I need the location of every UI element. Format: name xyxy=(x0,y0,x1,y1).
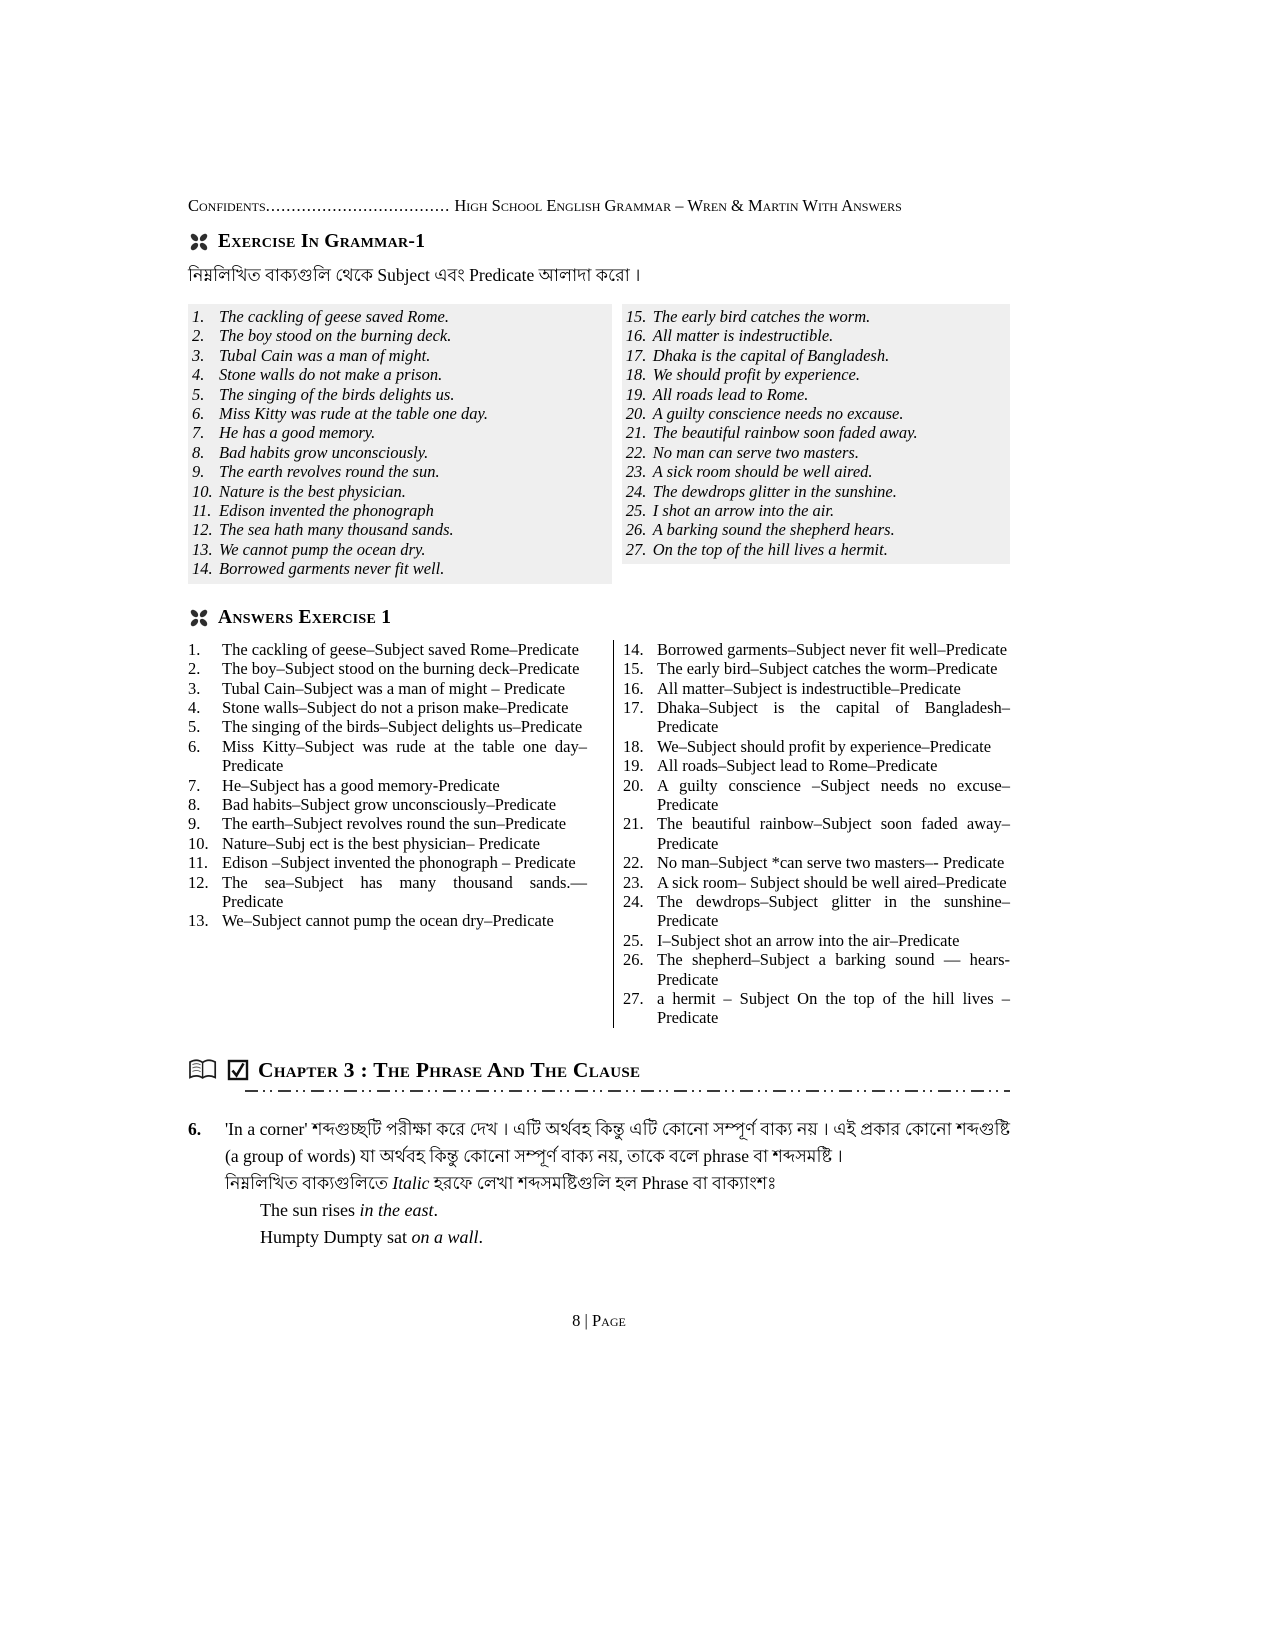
answer-text: Miss Kitty–Subject was rude at the table one day–Predicate xyxy=(222,736,587,776)
sentence-number: 5. xyxy=(192,384,205,404)
answer-number: 6. xyxy=(188,736,201,756)
sentence-text: We cannot pump the ocean dry. xyxy=(219,539,426,559)
answer-row xyxy=(623,931,1010,950)
line2-italic-word: Italic xyxy=(392,1172,430,1193)
sentence-number: 23. xyxy=(625,462,647,482)
answer-number: 20. xyxy=(623,775,644,795)
exercise-sentence-row xyxy=(626,385,1008,404)
answer-row xyxy=(188,717,587,736)
answer-row xyxy=(623,950,1010,989)
example-1-phrase: in the east xyxy=(359,1199,434,1220)
exercise-instruction: নিম্নলিখিত বাক্যগুলি থেকে Subject এবং Predicate আলাদা করো । xyxy=(188,265,641,285)
answer-text: We–Subject cannot pump the ocean dry–Predicate xyxy=(222,911,554,931)
sentence-number: 9. xyxy=(192,462,205,482)
answer-row xyxy=(188,679,587,698)
answer-text: The shepherd–Subject a barking sound — hears-Predicate xyxy=(657,950,1010,989)
answer-text: The dewdrops–Subject glitter in the sunshine–Predicate xyxy=(657,891,1010,931)
sentence-text: On the top of the hill lives a hermit. xyxy=(652,539,888,559)
answer-number: 9. xyxy=(188,814,201,834)
sentence-text: We should profit by experience. xyxy=(652,365,860,385)
answer-text: Edison –Subject invented the phonograph – Predicate xyxy=(222,853,576,873)
sentence-number: 26. xyxy=(625,520,647,540)
sentence-text: The singing of the birds delights us. xyxy=(219,384,455,404)
sentence-number: 4. xyxy=(192,365,205,385)
sentence-number: 21. xyxy=(625,423,647,443)
sentence-number: 16. xyxy=(625,326,647,346)
example-sentences xyxy=(260,1197,1010,1251)
sentence-text: The boy stood on the burning deck. xyxy=(219,326,452,346)
exercise-sentence-row xyxy=(626,346,1008,365)
answer-number: 23. xyxy=(623,872,644,892)
sentence-text: A sick room should be well aired. xyxy=(652,462,873,482)
item-6-line2 xyxy=(225,1170,1010,1197)
answer-text: The earth–Subject revolves round the sun–Predicate xyxy=(222,814,567,834)
sentence-number: 12. xyxy=(192,520,213,540)
answer-row xyxy=(623,873,1010,892)
sentence-text: The dewdrops glitter in the sunshine. xyxy=(652,481,897,501)
answer-text: No man–Subject *can serve two masters–- Predicate xyxy=(657,853,1005,873)
sentence-text: No man can serve two masters. xyxy=(652,442,859,462)
answer-row xyxy=(623,698,1010,737)
answer-number: 8. xyxy=(188,794,201,814)
sentence-number: 8. xyxy=(192,442,205,462)
answer-row xyxy=(188,640,587,659)
answer-text: The cackling of geese–Subject saved Rome–Predicate xyxy=(222,639,579,659)
answer-row xyxy=(188,795,587,814)
exercise-sentence-row xyxy=(626,501,1008,520)
answer-row xyxy=(188,873,587,912)
sentence-text: The beautiful rainbow soon faded away. xyxy=(652,423,918,443)
exercise-list-right xyxy=(622,304,1010,564)
answer-row xyxy=(188,659,587,678)
sentence-text: A barking sound the shepherd hears. xyxy=(652,520,895,540)
answer-number: 26. xyxy=(623,950,644,970)
exercise-sentence-row xyxy=(626,482,1008,501)
answer-number: 11. xyxy=(188,853,209,873)
sentence-number: 7. xyxy=(192,423,205,443)
answer-number: 13. xyxy=(188,911,209,931)
sentence-number: 11. xyxy=(192,501,212,521)
chapter-heading xyxy=(188,1058,1010,1083)
answer-text: Stone walls–Subject do not a prison make–Predicate xyxy=(222,697,569,717)
sentence-text: Bad habits grow unconsciously. xyxy=(219,442,429,462)
answer-row xyxy=(188,737,587,776)
item-6-paragraph: 'In a corner' শব্দগুচ্ছটি পরীক্ষা করে দেখ । এটি অর্থবহ কিন্তু এটি কোনো সম্পূর্ণ বাক্য নয় । এই প্রকার কোনো শব্দগুষ্টি (a group of words) যা অর্থবহ কিন্তু কোনো সম্পূর্ণ বাক্য নয়, তাকে বলে phrase বা শব্দসমষ্টি । xyxy=(225,1118,1010,1166)
example-sentence-1 xyxy=(260,1197,1010,1224)
answer-number: 27. xyxy=(623,989,644,1008)
answer-row xyxy=(623,679,1010,698)
answers-list-right xyxy=(613,640,1010,1028)
answer-text: Bad habits–Subject grow unconsciously–Predicate xyxy=(222,794,557,814)
sentence-number: 20. xyxy=(625,404,647,424)
line2-post: হরফে লেখা শব্দসমষ্টিগুলি হল Phrase বা বাক্যাংশঃ xyxy=(429,1172,777,1193)
answer-row xyxy=(188,698,587,717)
answer-number: 4. xyxy=(188,697,201,717)
sentence-number: 1. xyxy=(192,307,205,326)
checked-box-icon xyxy=(227,1059,249,1081)
answer-row xyxy=(623,892,1010,931)
answer-row xyxy=(188,834,587,853)
dash-dot-rule xyxy=(245,1090,1010,1092)
exercise-sentence-row xyxy=(192,443,610,462)
sentence-number: 10. xyxy=(192,481,213,501)
answer-row xyxy=(623,737,1010,756)
exercise-sentence-row xyxy=(626,540,1008,559)
exercise-sentence-row xyxy=(626,365,1008,384)
header-book-title: High School English Grammar – Wren & Martin With Answers xyxy=(454,196,902,215)
answer-text: Nature–Subj ect is the best physician– Predicate xyxy=(222,833,540,853)
answer-text: We–Subject should profit by experience–Predicate xyxy=(657,736,992,756)
exercise-sentence-row xyxy=(626,520,1008,539)
item-6-body xyxy=(225,1116,1010,1251)
answer-row xyxy=(188,814,587,833)
answer-number: 10. xyxy=(188,833,209,853)
answers-lists xyxy=(188,640,1010,1028)
answer-number: 19. xyxy=(623,756,644,776)
answer-text: The boy–Subject stood on the burning deck–Predicate xyxy=(222,659,580,679)
sentence-number: 19. xyxy=(625,384,647,404)
exercise-heading xyxy=(188,231,1010,253)
exercise-sentence-row xyxy=(192,423,610,442)
sentence-text: The early bird catches the worm. xyxy=(652,307,871,326)
sentence-number: 6. xyxy=(192,404,205,424)
sentence-text: The cackling of geese saved Rome. xyxy=(219,307,450,326)
exercise-sentence-row xyxy=(192,559,610,578)
example-1-plain: The sun rises xyxy=(260,1199,360,1220)
answer-text: The singing of the birds–Subject delights us–Predicate xyxy=(222,717,583,737)
sentence-number: 24. xyxy=(625,481,647,501)
exercise-sentence-row xyxy=(626,423,1008,442)
exercise-sentence-row xyxy=(192,462,610,481)
line2-pre: নিম্নলিখিত বাক্যগুলিতে xyxy=(225,1172,393,1193)
exercise-sentence-row xyxy=(192,307,610,326)
sentence-number: 17. xyxy=(625,345,647,365)
answer-number: 21. xyxy=(623,814,644,834)
answer-text: The beautiful rainbow–Subject soon faded away–Predicate xyxy=(657,814,1010,853)
answers-heading xyxy=(188,607,1010,629)
sentence-number: 25. xyxy=(625,501,647,521)
answer-number: 14. xyxy=(623,639,644,659)
header-left-label: Confidents xyxy=(188,196,266,215)
answer-number: 17. xyxy=(623,697,644,717)
sentence-text: All matter is indestructible. xyxy=(652,326,834,346)
answer-row xyxy=(623,814,1010,853)
answers-list-left xyxy=(188,640,587,1028)
answer-number: 25. xyxy=(623,930,644,950)
example-2-period: . xyxy=(478,1226,484,1247)
sentence-number: 3. xyxy=(192,345,205,365)
exercise-title: Exercise In Grammar-1 xyxy=(218,231,426,252)
sentence-text: Miss Kitty was rude at the table one day. xyxy=(219,404,489,424)
sentence-number: 13. xyxy=(192,539,213,559)
answer-row xyxy=(623,776,1010,815)
sentence-number: 14. xyxy=(192,559,213,579)
answer-number: 3. xyxy=(188,678,201,698)
answer-text: He–Subject has a good memory-Predicate xyxy=(222,775,500,795)
answer-number: 18. xyxy=(623,736,644,756)
sentence-number: 18. xyxy=(625,365,647,385)
flower-dingbat-icon xyxy=(188,607,210,629)
exercise-sentence-row xyxy=(626,443,1008,462)
sentence-number: 15. xyxy=(625,307,647,326)
sentence-text: Edison invented the phonograph xyxy=(219,501,434,521)
exercise-sentence-row xyxy=(192,385,610,404)
sentence-text: Nature is the best physician. xyxy=(219,481,406,501)
exercise-sentence-row xyxy=(626,326,1008,345)
exercise-sentence-row xyxy=(192,326,610,345)
exercise-sentence-row xyxy=(192,501,610,520)
exercise-sentence-row xyxy=(192,482,610,501)
exercise-sentence-row xyxy=(192,520,610,539)
answer-number: 2. xyxy=(188,659,201,679)
item-6 xyxy=(188,1116,1010,1251)
exercise-sentence-row xyxy=(192,346,610,365)
sentence-text: Dhaka is the capital of Bangladesh. xyxy=(652,345,890,365)
exercise-sentence-row xyxy=(192,540,610,559)
exercise-list-left xyxy=(188,304,612,584)
answer-text: A guilty conscience –Subject needs no excuse–Predicate xyxy=(657,775,1010,814)
answer-number: 22. xyxy=(623,853,644,873)
exercise-sentence-row xyxy=(192,404,610,423)
item-6-number: 6. xyxy=(188,1118,202,1139)
answer-row xyxy=(188,776,587,795)
exercise-sentence-row xyxy=(192,365,610,384)
example-2-plain: Humpty Dumpty sat xyxy=(260,1226,412,1247)
answer-number: 12. xyxy=(188,872,209,892)
sentence-text: A guilty conscience needs no excause. xyxy=(652,404,904,424)
sentence-text: I shot an arrow into the air. xyxy=(652,501,835,521)
exercise-sentence-row xyxy=(626,462,1008,481)
answer-text: The early bird–Subject catches the worm–Predicate xyxy=(657,659,998,679)
sentence-text: Tubal Cain was a man of might. xyxy=(219,345,431,365)
answer-text: All roads–Subject lead to Rome–Predicate xyxy=(657,756,938,776)
running-header xyxy=(188,196,1010,216)
answer-number: 15. xyxy=(623,659,644,679)
answer-text: Borrowed garments–Subject never fit well–Predicate xyxy=(657,639,1008,659)
answer-text: I–Subject shot an arrow into the air–Predicate xyxy=(657,930,960,950)
answer-row xyxy=(623,989,1010,1028)
answer-row xyxy=(623,659,1010,678)
exercise-sentence-row xyxy=(626,404,1008,423)
example-2-phrase: on a wall xyxy=(411,1226,479,1247)
sentence-text: All roads lead to Rome. xyxy=(652,384,809,404)
flower-dingbat-icon xyxy=(188,231,210,253)
answer-text: All matter–Subject is indestructible–Predicate xyxy=(657,678,961,698)
answer-row xyxy=(623,756,1010,775)
open-book-icon xyxy=(188,1058,218,1082)
sentence-number: 27. xyxy=(625,539,647,559)
page-number: 8 | Page xyxy=(572,1310,626,1330)
sentence-number: 2. xyxy=(192,326,205,346)
header-dot-leader: .................................... xyxy=(265,196,451,215)
page-content xyxy=(188,196,1010,1331)
answer-number: 7. xyxy=(188,775,201,795)
answer-text: Dhaka–Subject is the capital of Bangladesh–Predicate xyxy=(657,697,1010,737)
exercise-lists xyxy=(188,304,1010,584)
answer-text: The sea–Subject has many thousand sands.— Predicate xyxy=(222,872,587,911)
sentence-text: Stone walls do not make a prison. xyxy=(219,365,443,385)
chapter-title: Chapter 3 : The Phrase And The Clause xyxy=(258,1057,641,1082)
exercise-sentence-row xyxy=(626,307,1008,326)
answer-number: 1. xyxy=(188,639,201,659)
answer-number: 24. xyxy=(623,891,644,911)
sentence-text: Borrowed garments never fit well. xyxy=(219,559,445,579)
sentence-number: 22. xyxy=(625,442,647,462)
sentence-text: The sea hath many thousand sands. xyxy=(219,520,454,540)
sentence-text: He has a good memory. xyxy=(219,423,376,443)
example-sentence-2 xyxy=(260,1224,1010,1251)
answer-row xyxy=(188,853,587,872)
answer-number: 5. xyxy=(188,717,201,737)
answer-text: A sick room– Subject should be well aired–Predicate xyxy=(657,872,1007,892)
answer-text: Tubal Cain–Subject was a man of might – Predicate xyxy=(222,678,566,698)
answers-title: Answers Exercise 1 xyxy=(218,606,392,628)
answer-number: 16. xyxy=(623,678,644,698)
answer-row xyxy=(623,853,1010,872)
answer-row xyxy=(623,640,1010,659)
answer-row xyxy=(188,911,587,930)
answer-text: a hermit – Subject On the top of the hill lives – Predicate xyxy=(657,989,1010,1028)
sentence-text: The earth revolves round the sun. xyxy=(219,462,440,482)
example-1-period: . xyxy=(433,1199,438,1220)
